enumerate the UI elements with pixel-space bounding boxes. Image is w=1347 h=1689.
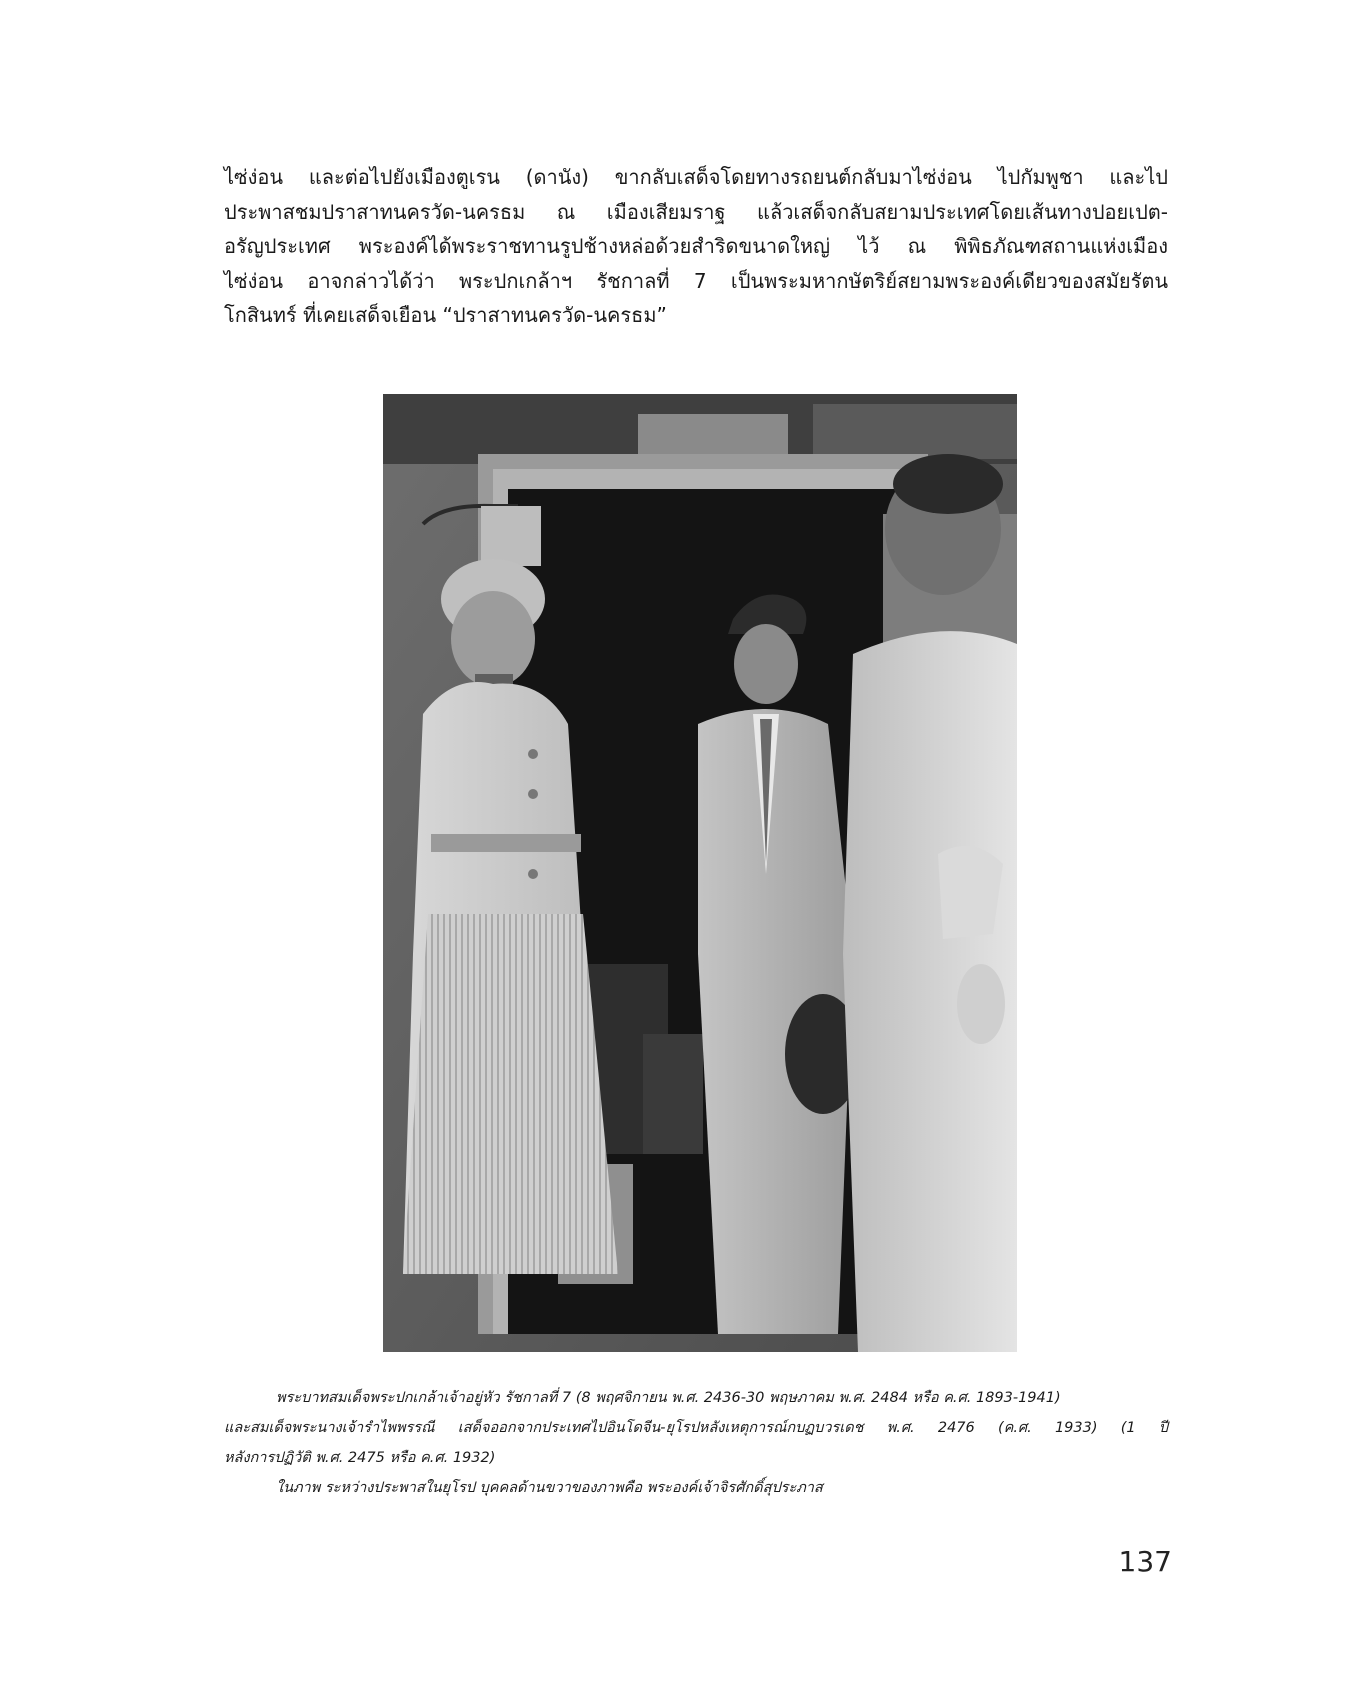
body-line: ไซ่ง่อน อาจกล่าวได้ว่า พระปกเกล้าฯ รัชกาลที่ 7 เป็นพระมหากษัตริย์สยามพระองค์เดียวของสมัยรัตน xyxy=(224,268,1168,293)
body-line: โกสินทร์ ที่เคยเสด็จเยือน “ปราสาทนครวัด-นครธม” xyxy=(224,303,667,327)
body-line: อรัญประเทศ พระองค์ได้พระราชทานรูปช้างหล่อด้วยสำริดขนาดใหญ่ ไว้ ณ พิพิธภัณฑสถานแห่งเมือง xyxy=(224,234,1168,258)
caption-line: ในภาพ ระหว่างประพาสในยุโรป บุคคลด้านขวาของภาพคือ พระองค์เจ้าจิรศักดิ์สุประภาส xyxy=(276,1480,823,1496)
caption-line: พระบาทสมเด็จพระปกเกล้าเจ้าอยู่หัว รัชกาลที่ 7 (8 พฤศจิกายน พ.ศ. 2436-30 พฤษภาคม พ.ศ. 2484 หรือ ค.ศ. 1893-1941) xyxy=(276,1390,1061,1406)
caption-line: และสมเด็จพระนางเจ้ารำไพพรรณี เสด็จออกจากประเทศไปอินโดจีน-ยุโรปหลังเหตุการณ์กบฏบวรเดช พ.ศ. 2476 (ค.ศ. 1933) (1 ปี xyxy=(224,1420,1168,1436)
body-line: ประพาสชมปราสาทนครวัด-นครธม ณ เมืองเสียมราฐ แล้วเสด็จกลับสยามประเทศโดยเส้นทางปอยเปต- xyxy=(224,199,1168,224)
photo-caption xyxy=(224,1383,1168,1503)
body-line: ไซ่ง่อน และต่อไปยังเมืองตูเรน (ดานัง) ขากลับเสด็จโดยทางรถยนต์กลับมาไซ่ง่อน ไปกัมพูชา และไป xyxy=(224,165,1168,189)
historical-photograph xyxy=(383,394,1017,1352)
page-number: 137 xyxy=(1118,1545,1172,1578)
caption-line: หลังการปฏิวัติ พ.ศ. 2475 หรือ ค.ศ. 1932) xyxy=(224,1450,496,1466)
photograph-illustration xyxy=(383,394,1017,1352)
body-paragraph xyxy=(224,160,1168,333)
